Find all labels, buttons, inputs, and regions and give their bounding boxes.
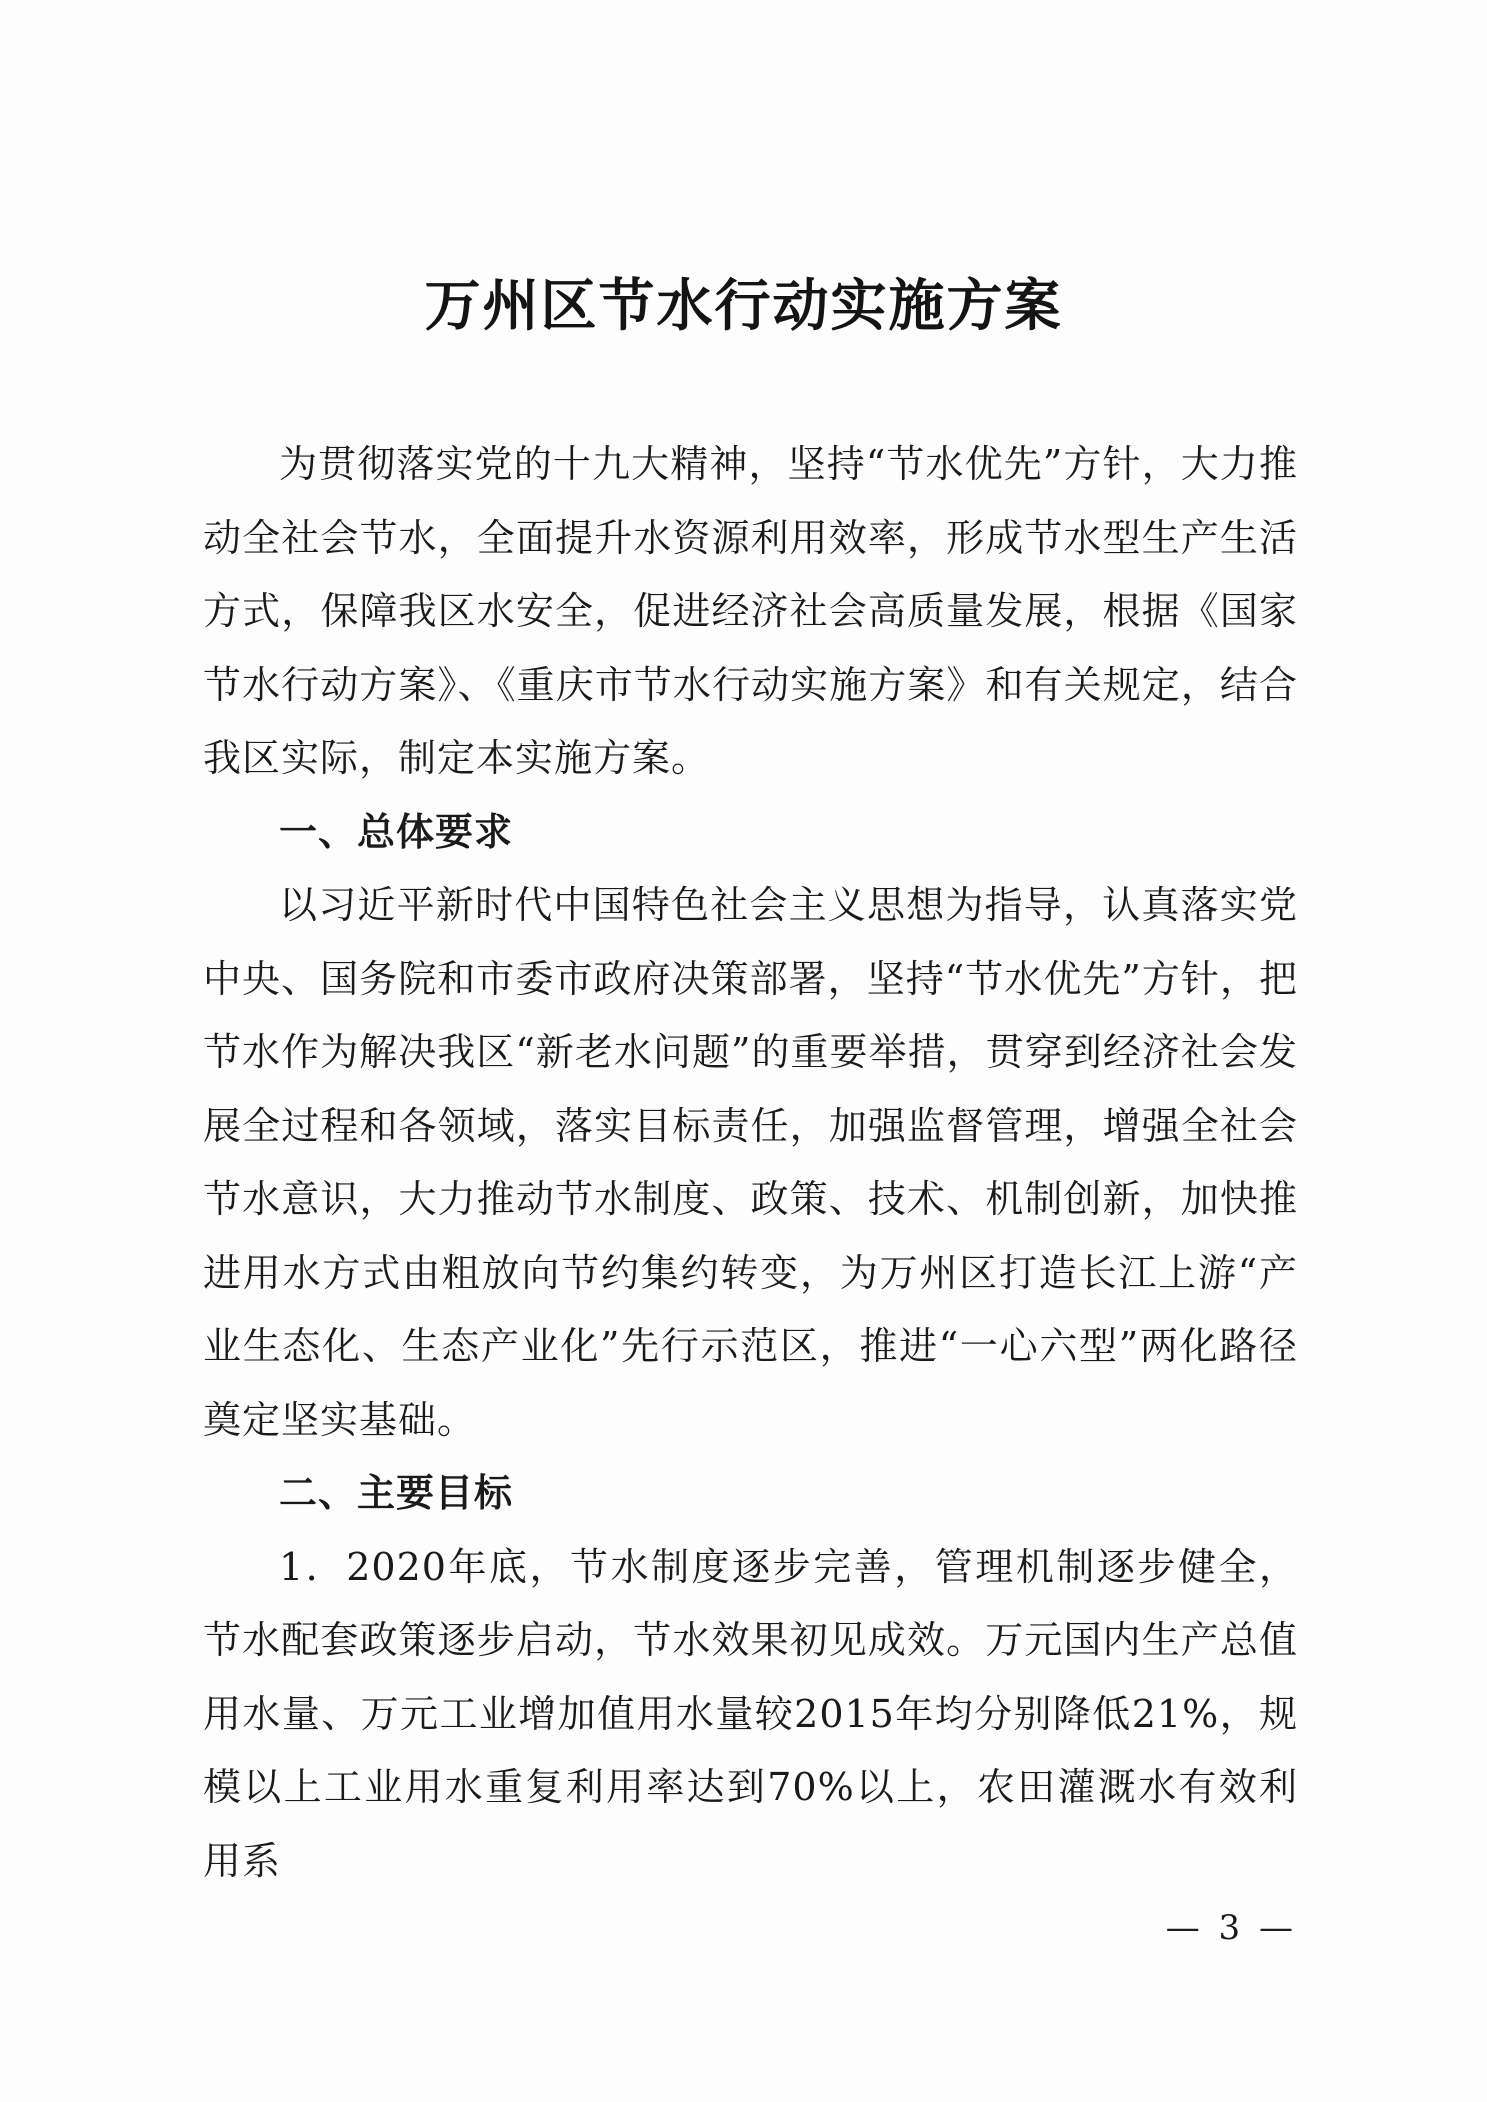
page-title: 万州区节水行动实施方案	[424, 274, 1063, 339]
section-heading-general-requirements: 一、总体要求	[279, 809, 514, 854]
page-number: — 3 —	[1165, 1908, 1297, 1948]
intro-paragraph: 为贯彻落实党的十九大精神，坚持“节水优先”方针，大力推动全社会节水，全面提升水资源利用效率，形成节水型生产生活方式，保障我区水安全，促进经济社会高质量发展，根据《国家节水行动方案》、《重庆市节水行动实施方案》和有关规定，结合我区实际，制定本实施方案。	[203, 442, 1298, 780]
document-body	[203, 428, 1298, 1898]
section-paragraph-general-requirements: 以习近平新时代中国特色社会主义思想为指导，认真落实党中央、国务院和市委市政府决策部署，坚持“节水优先”方针，把节水作为解决我区“新老水问题”的重要举措，贯穿到经济社会发展全过程和各领域，落实目标责任，加强监督管理，增强全社会节水意识，大力推动节水制度、政策、技术、机制创新，加快推进用水方式由粗放向节约集约转变，为万州区打造长江上游“产业生态化、生态产业化”先行示范区，推进“一心六型”两化路径奠定坚实基础。	[203, 883, 1298, 1442]
section-paragraph-main-targets: 1．2020年底，节水制度逐步完善，管理机制逐步健全，节水配套政策逐步启动，节水效果初见成效。万元国内生产总值用水量、万元工业增加值用水量较2015年均分别降低21%，规模以上工业用水重复利用率达到70%以上，农田灌溉水有效利用系	[203, 1544, 1298, 1883]
section-heading-main-targets: 二、主要目标	[279, 1471, 514, 1515]
